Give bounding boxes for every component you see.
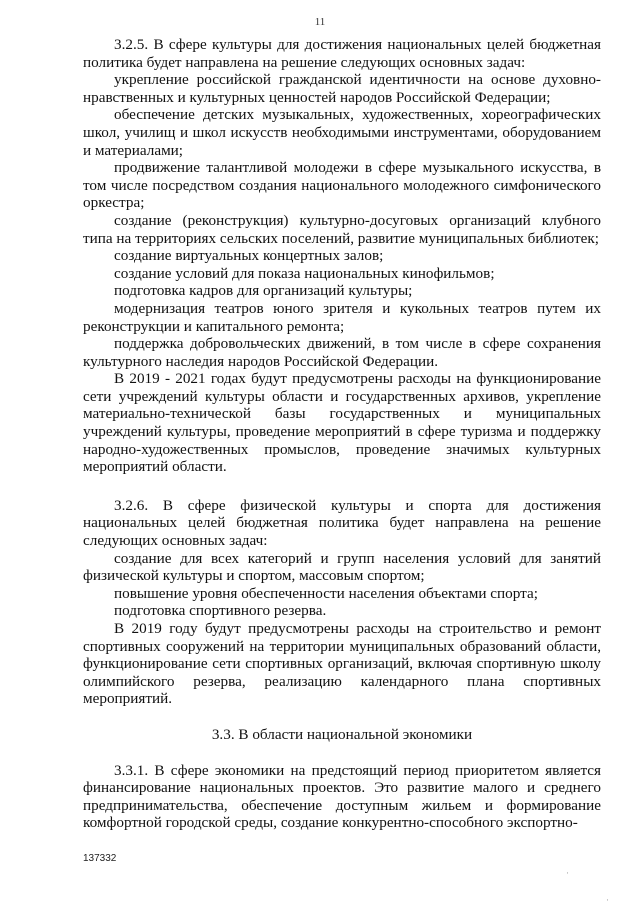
page-number: 11 — [314, 16, 326, 28]
paragraph: продвижение талантливой молодежи в сфере музыкального искусства, в том числе посредством создания национального молодежного симфонического оркестра; — [83, 159, 601, 212]
paragraph: поддержка добровольческих движений, в том числе в сфере сохранения культурного наследия народов Российской Федерации. — [83, 335, 601, 370]
section-3-3-1: 3.3.1. В сфере экономики на предстоящий период приоритетом является финансирование национальных проектов. Это развитие малого и среднего предпринимательства, обеспечение доступным жильем и формирование комфортной городской среды, создание конкурентно-способного экспортно- — [83, 761, 601, 832]
paragraph: создание виртуальных концертных залов; — [114, 247, 384, 265]
paragraph: создание (реконструкция) культурно-досуговых организаций клубного типа на территориях сельских поселений, развитие муниципальных библиотек; — [83, 211, 601, 247]
paragraph: создание условий для показа национальных кинофильмов; — [114, 264, 495, 282]
section-3-2-5 — [83, 36, 601, 476]
paragraph: В 2019 году будут предусмотрены расходы на строительство и ремонт спортивных сооружений на территории муниципальных образований области, функционирование сети спортивных организаций, включая спортивную школу олимпийского резерва, реализацию календарного плана спортивных мероприятий. — [83, 620, 601, 708]
paragraph: создание для всех категорий и групп населения условий для занятий физической культуры и спортом, массовым спортом; — [83, 549, 601, 585]
paragraph: подготовка спортивного резерва. — [114, 602, 327, 620]
paragraph: модернизация театров юного зрителя и кукольных театров путем их реконструкции и капитального ремонта; — [83, 299, 601, 335]
section-3-2-6 — [83, 497, 601, 708]
scan-mark: · — [606, 895, 609, 905]
section-heading-3-3: 3.3. В области национальной экономики — [211, 725, 473, 743]
paragraph: обеспечение детских музыкальных, художественных, хореографических школ, училищ и школ искусств необходимыми инструментами, оборудованием и материалами; — [83, 106, 601, 159]
paragraph: подготовка кадров для организаций культуры; — [114, 282, 413, 300]
paragraph: повышение уровня обеспеченности населения объектами спорта; — [114, 584, 538, 602]
paragraph: 3.2.5. В сфере культуры для достижения национальных целей бюджетная политика будет направлена на решение следующих основных задач: — [83, 36, 601, 71]
paragraph: В 2019 - 2021 годах будут предусмотрены расходы на функционирование сети учреждений культуры области и государственных архивов, укрепление материально-технической базы государственных и муниципальных учреждений культуры, проведение мероприятий в сфере туризма и поддержку народно-художественных промыслов, проведение значимых культурных мероприятий области. — [83, 370, 601, 476]
document-body — [83, 36, 601, 832]
paragraph: 3.2.6. В сфере физической культуры и спорта для достижения национальных целей бюджетная политика будет направлена на решение следующих основных задач: — [83, 496, 601, 550]
scan-mark: · — [566, 868, 569, 878]
document-code: 137332 — [83, 853, 117, 864]
paragraph: укрепление российской гражданской идентичности на основе духовно-нравственных и культурных ценностей народов Российской Федерации; — [83, 71, 601, 106]
